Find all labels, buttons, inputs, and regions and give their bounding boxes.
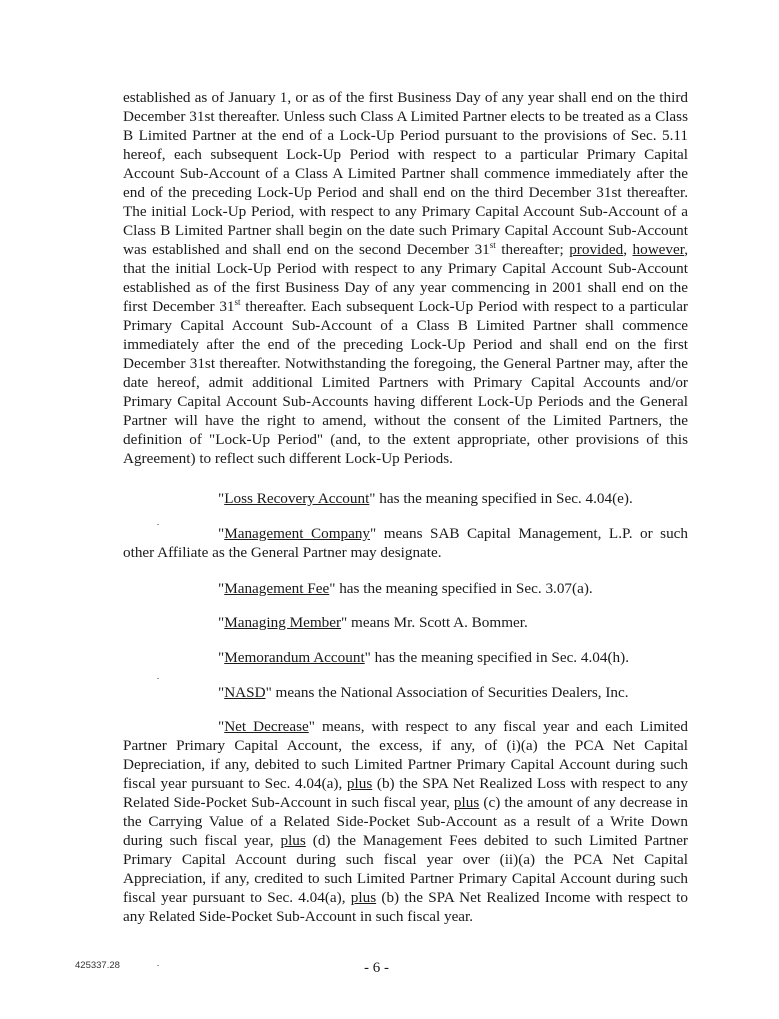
- defined-term: NASD: [224, 684, 266, 701]
- plus-term: plus: [350, 889, 377, 906]
- defined-term: Net Decrease: [224, 718, 309, 735]
- defined-term: Managing Member: [224, 614, 342, 631]
- definition-net-decrease: "Net Decrease" means, with respect to any fiscal year and each Limited Partner Primary Capital Account, the excess, if any, of (i)(a) the PCA Net Capital Depreciation, if any, debited to such Limited Partner Primary Capital Account during such fiscal year pursuant to Sec. 4.04(a), plus (b) the SPA Net Realized Loss with respect to any Related Side-Pocket Sub-Account in such fiscal year, plus (c) the amount of any decrease in the Carrying Value of a Related Side-Pocket Sub-Account as a result of a Write Down during such fiscal year, plus (d) the Management Fees debited to such Limited Partner Primary Capital Account during such fiscal year over (ii)(a) the PCA Net Capital Appreciation, if any, credited to such Limited Partner Primary Capital Account during such fiscal year pursuant to Sec. 4.04(a), plus (b) the SPA Net Realized Income with respect to any Related Side-Pocket Sub-Account in such fiscal year.: [123, 718, 688, 925]
- definition-managing-member: "Managing Member" means Mr. Scott A. Bommer.: [218, 614, 528, 631]
- definition-nasd: "NASD" means the National Association of Securities Dealers, Inc.: [218, 684, 629, 701]
- scan-speck: [157, 965, 159, 966]
- document-id: 425337.28: [75, 960, 120, 971]
- definition-management-fee: "Management Fee" has the meaning specified in Sec. 3.07(a).: [218, 580, 593, 597]
- lock-up-period-paragraph: established as of January 1, or as of the first Business Day of any year shall end on the third December 31st thereafter. Unless such Class A Limited Partner elects to be treated as a Class B Limited Partner at the end of a Lock-Up Period pursuant to the provisions of Sec. 5.11 hereof, each subsequent Lock-Up Period with respect to a particular Primary Capital Account Sub-Account of a Class A Limited Partner shall commence immediately after the end of the preceding Lock-Up Period and shall end on the third December 31st thereafter. The initial Lock-Up Period, with respect to any Primary Capital Account Sub-Account of a Class B Limited Partner shall begin on the date such Primary Capital Account Sub-Account was established and shall end on the second December 31st thereafter; provided, however, that the initial Lock-Up Period with respect to any Primary Capital Account Sub-Account established as of the first Business Day of any year commencing in 2001 shall end on the first December 31st thereafter. Each subsequent Lock-Up Period with respect to a particular Primary Capital Account Sub-Account of a Class B Limited Partner shall commence immediately after the end of the preceding Lock-Up Period and shall end on the first December 31st thereafter. Notwithstanding the foregoing, the General Partner may, after the date hereof, admit additional Limited Partners with Primary Capital Accounts and/or Primary Capital Account Sub-Accounts having different Lock-Up Periods and the General Partner will have the right to amend, without the consent of the Limited Partners, the definition of "Lock-Up Period" (and, to the extent appropriate, other provisions of this Agreement) to reflect such different Lock-Up Periods.: [123, 89, 688, 467]
- plus-term: plus: [280, 832, 306, 849]
- plus-term: plus: [346, 775, 373, 792]
- plus-term: plus: [453, 794, 480, 811]
- defined-term: Management Company: [224, 525, 371, 542]
- scan-speck: [157, 678, 159, 679]
- provided-term: provided: [569, 241, 624, 258]
- defined-term: Memorandum Account: [224, 649, 365, 666]
- defined-term: Management Fee: [224, 580, 330, 597]
- defined-term: Loss Recovery Account: [224, 490, 370, 507]
- definition-management-company: "Management Company" means SAB Capital Management, L.P. or such other Affiliate as the General Partner may designate.: [123, 525, 689, 561]
- scan-speck: [157, 524, 159, 525]
- definition-memorandum-account: "Memorandum Account" has the meaning specified in Sec. 4.04(h).: [218, 649, 629, 666]
- page-number: - 6 -: [364, 960, 389, 976]
- however-term: however: [632, 241, 685, 258]
- definition-loss-recovery-account: "Loss Recovery Account" has the meaning specified in Sec. 4.04(e).: [218, 490, 633, 507]
